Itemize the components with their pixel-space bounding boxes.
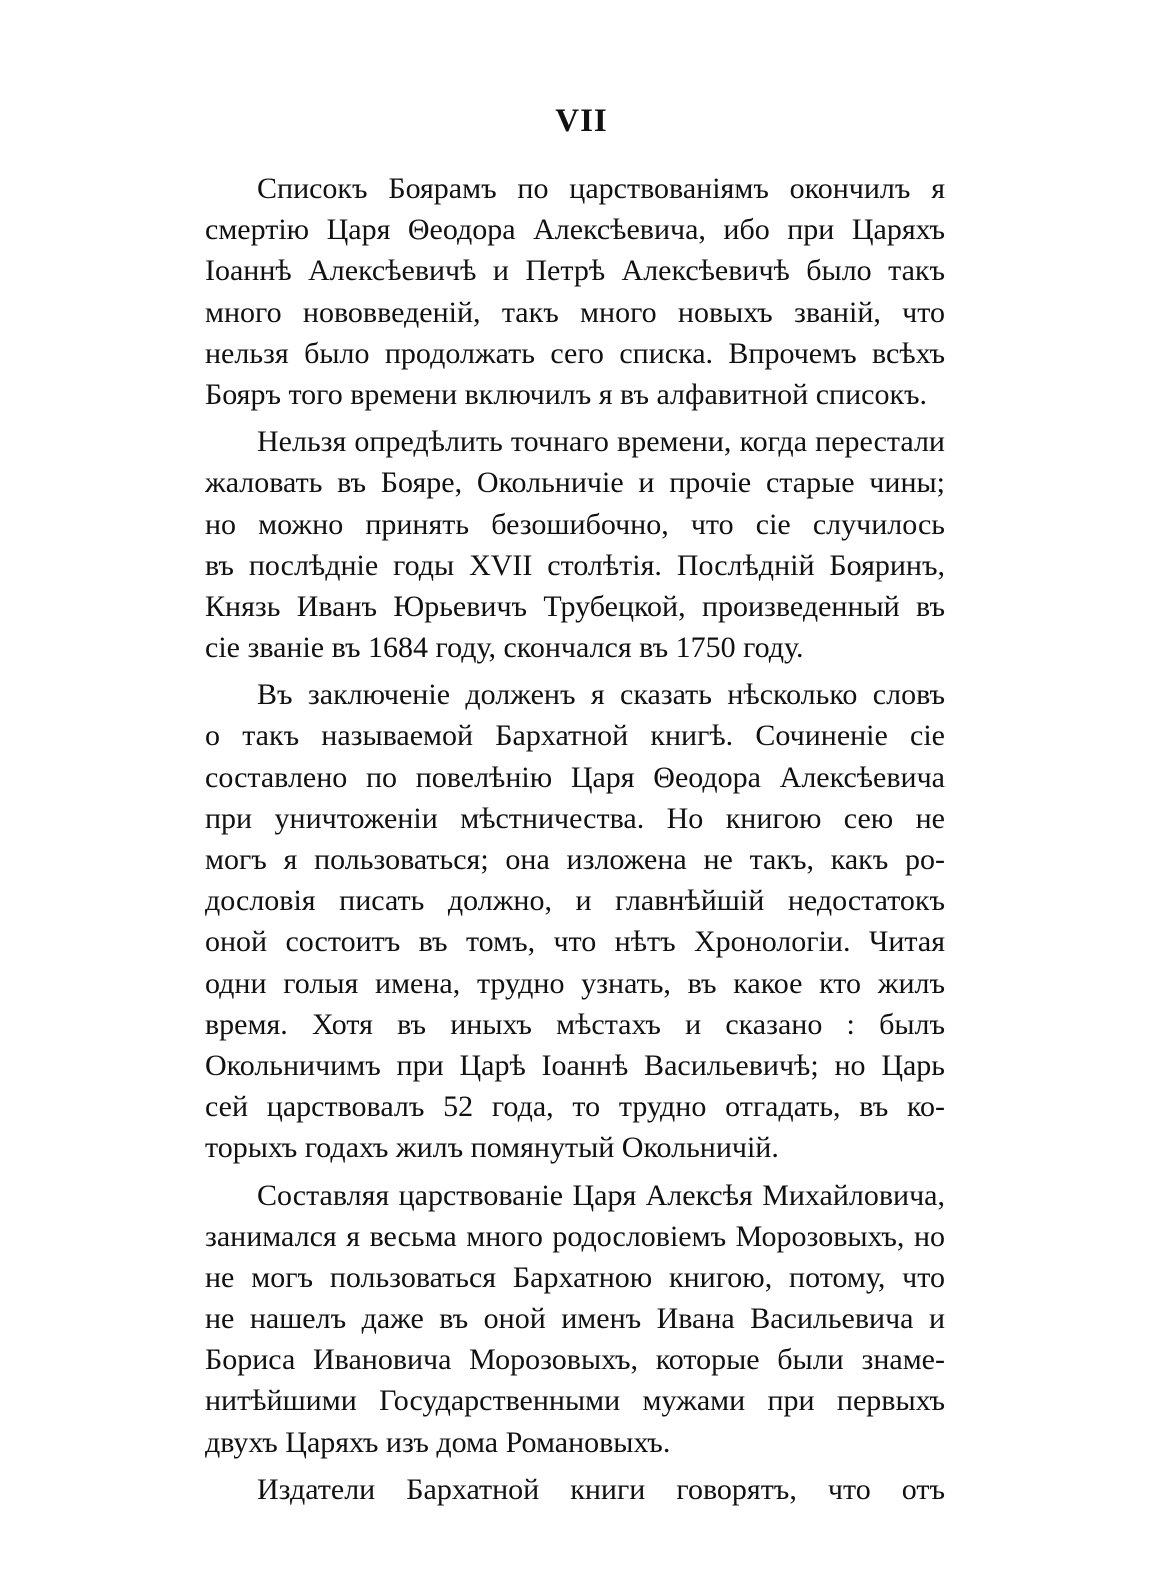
text-line: но можно принять безошибочно, что сіе случилось [205,507,945,541]
paragraph [205,168,945,415]
text-line: Нельзя опредѣлить точнаго времени, когда перестали [257,425,945,459]
text-line: Князь Иванъ Юрьевичъ Трубецкой, произведенный въ [205,589,945,623]
text-line: нитѣйшими Государственными мужами при первыхъ [205,1384,945,1418]
text-line: Окольничимъ при Царѣ Іоаннѣ Васильевичѣ; но Царь [205,1048,945,1082]
text-line: Въ заключеніе долженъ я сказать нѣсколько словъ [257,678,945,712]
text-line: двухъ Царяхъ изъ дома Романовыхъ. [205,1425,671,1459]
text-line: составлено по повелѣнію Царя Θеодора Алексѣевича [205,760,945,794]
text-line: Списокъ Боярамъ по царствованіямъ окончилъ я [257,172,945,205]
text-line: оной состоитъ въ томъ, что нѣтъ Хронологіи. Читая [205,925,945,959]
text-line: могъ я пользоваться; она изложена не такъ, какъ ро- [205,843,945,876]
text-line: въ послѣдніе годы XVII столѣтія. Послѣдній Бояринъ, [205,548,945,582]
text-line: одни голыя имена, трудно узнать, въ какое кто жилъ [205,966,945,1000]
text-line: время. Хотя въ иныхъ мѣстахъ и сказано : былъ [205,1007,945,1041]
paragraph [205,1469,945,1510]
paragraph [205,674,945,1168]
text-line: не могъ пользоваться Бархатною книгою, потому, что [205,1260,945,1294]
text-line: торыхъ годахъ жилъ помянутый Окольничій. [205,1131,779,1165]
text-line: сей царствовалъ 52 года, то трудно отгадать, въ ко- [205,1090,945,1124]
text-line: жаловать въ Бояре, Окольничіе и прочіе старые чины; [205,466,945,500]
text-line: дословія писать должно, и главнѣйшій недостатокъ [205,884,945,918]
text-line: сіе званіе въ 1684 году, скончался въ 1750 году. [205,631,804,665]
text-line: много нововведеній, такъ много новыхъ званій, что [205,295,945,329]
text-line: о такъ называемой Бархатной книгѣ. Сочиненіе сіе [205,719,945,753]
page-number: VII [555,103,608,139]
paragraph [205,421,945,668]
text-line: не нашелъ даже въ оной именъ Ивана Васильевича и [205,1302,945,1336]
text-line: Составляя царствованіе Царя Алексѣя Михайловича, [257,1178,945,1212]
text-line: Издатели Бархатной книги говорятъ, что отъ [257,1472,945,1506]
text-line: Іоаннѣ Алексѣевичѣ и Петрѣ Алексѣевичѣ было такъ [205,254,945,288]
body-text [205,168,945,1516]
text-line: нельзя было продолжать сего списка. Впрочемъ всѣхъ [205,336,945,370]
text-line: Бориса Ивановича Морозовыхъ, которые были знаме- [205,1343,945,1377]
text-line: при уничтоженіи мѣстничества. Но книгою сею не [205,801,945,835]
text-line: смертію Царя Θеодора Алексѣевича, ибо при Царяхъ [205,213,945,247]
text-line: Бояръ того времени включилъ я въ алфавитной списокъ. [205,377,928,411]
text-line: занимался я весьма много родословіемъ Морозовыхъ, но [205,1219,945,1253]
paragraph [205,1175,945,1463]
